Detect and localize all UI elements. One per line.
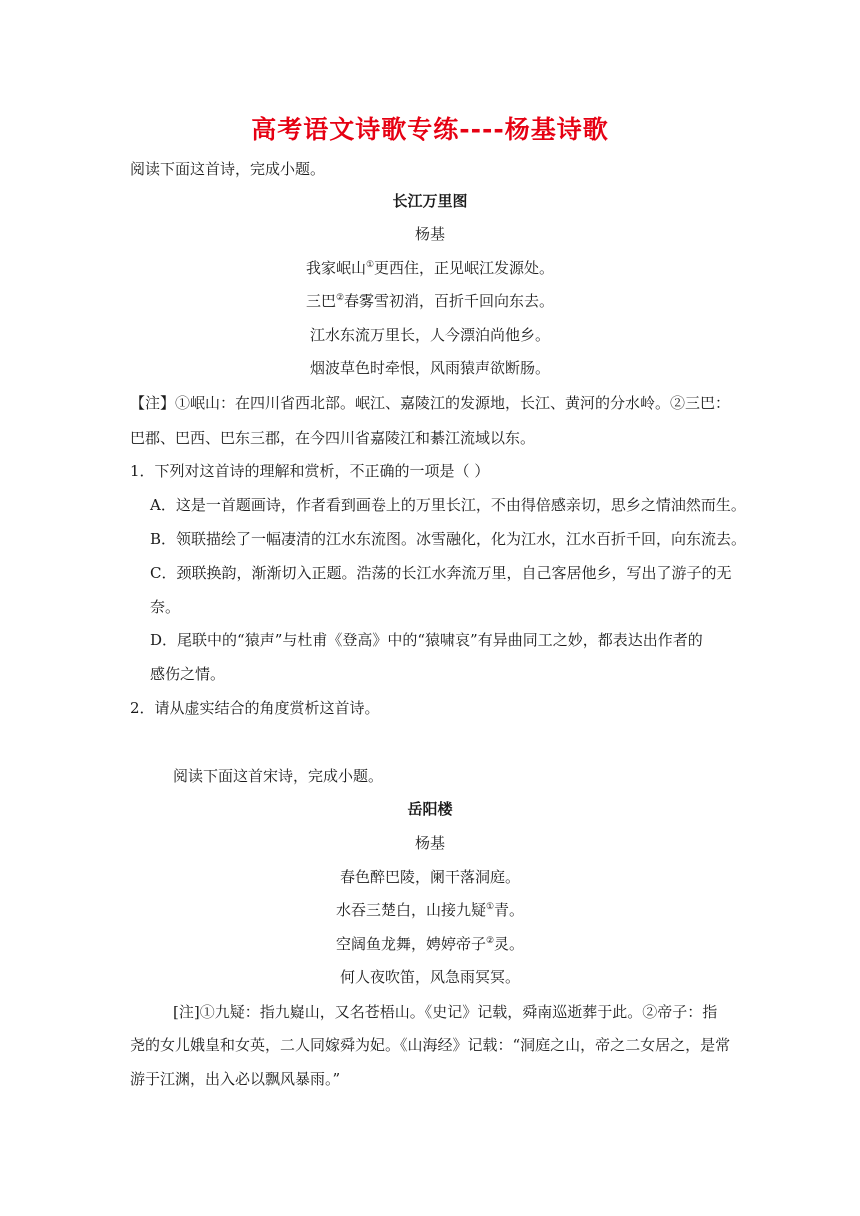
poem2-author: 杨基 [414, 834, 445, 852]
option-c: C．颈联换韵，渐渐切入正题。浩荡的长江水奔流万里，自己客居他乡，写出了游子的无 [150, 564, 732, 582]
poem2-line-2: 水吞三楚白，山接九疑①青。 [335, 901, 525, 919]
poem2-note-line-3: 游于江渊，出入必以飘风暴雨。” [130, 1070, 341, 1088]
poem2-note-line-2: 尧的女儿娥皇和女英，二人同嫁舜为妃。《山海经》记载：“洞庭之山，帝之二女居之，是常 [130, 1036, 731, 1054]
poem1-line-2: 三巴②春雾雪初消，百折千回向东去。 [305, 292, 555, 310]
poem1-title: 长江万里图 [392, 192, 468, 210]
option-d: D．尾联中的“猿声”与杜甫《登高》中的“猿啸哀”有异曲同工之妙，都表达出作者的 [150, 631, 703, 649]
poem1-line-3: 江水东流万里长，人今漂泊尚他乡。 [309, 326, 550, 344]
option-d-cont: 感伤之情。 [150, 665, 226, 683]
option-a: A．这是一首题画诗，作者看到画卷上的万里长江，不由得倍感亲切，思乡之情油然而生。 [150, 496, 746, 514]
section2-instruction: 阅读下面这首宋诗，完成小题。 [173, 767, 384, 785]
poem2-line-4: 何人夜吹笛，风急雨冥冥。 [339, 968, 520, 986]
poem2-note-line-1: [注]①九疑：指九嶷山，又名苍梧山。《史记》记载，舜南巡逝葬于此。②帝子：指 [173, 1003, 718, 1021]
question-2: 2．请从虚实结合的角度赏析这首诗。 [130, 699, 380, 717]
poem2-title: 岳阳楼 [407, 800, 453, 818]
option-b: B．领联描绘了一幅凄清的江水东流图。冰雪融化，化为江水，江水百折千回，向东流去。 [150, 530, 747, 548]
poem1-note-line-1: 【注】①岷山：在四川省西北部。岷江、嘉陵江的发源地，长江、黄河的分水岭。②三巴： [130, 394, 731, 412]
document-title: 高考语文诗歌专练----杨基诗歌 [251, 115, 609, 144]
poem2-line-1: 春色醉巴陵，阑干落洞庭。 [339, 868, 520, 886]
section1-instruction: 阅读下面这首诗，完成小题。 [130, 160, 326, 178]
question-1: 1．下列对这首诗的理解和赏析，不正确的一项是（ ） [130, 462, 490, 480]
poem1-note-line-2: 巴郡、巴西、巴东三郡，在今四川省嘉陵江和綦江流域以东。 [130, 429, 536, 447]
poem1-author: 杨基 [414, 225, 445, 243]
poem1-line-4: 烟波草色时牵恨，风雨猿声欲断肠。 [309, 359, 550, 377]
option-c-cont: 奈。 [150, 598, 181, 616]
poem2-line-3: 空阔鱼龙舞，娉婷帝子②灵。 [335, 935, 525, 953]
poem1-line-1: 我家岷山①更西住，正见岷江发源处。 [305, 259, 555, 277]
